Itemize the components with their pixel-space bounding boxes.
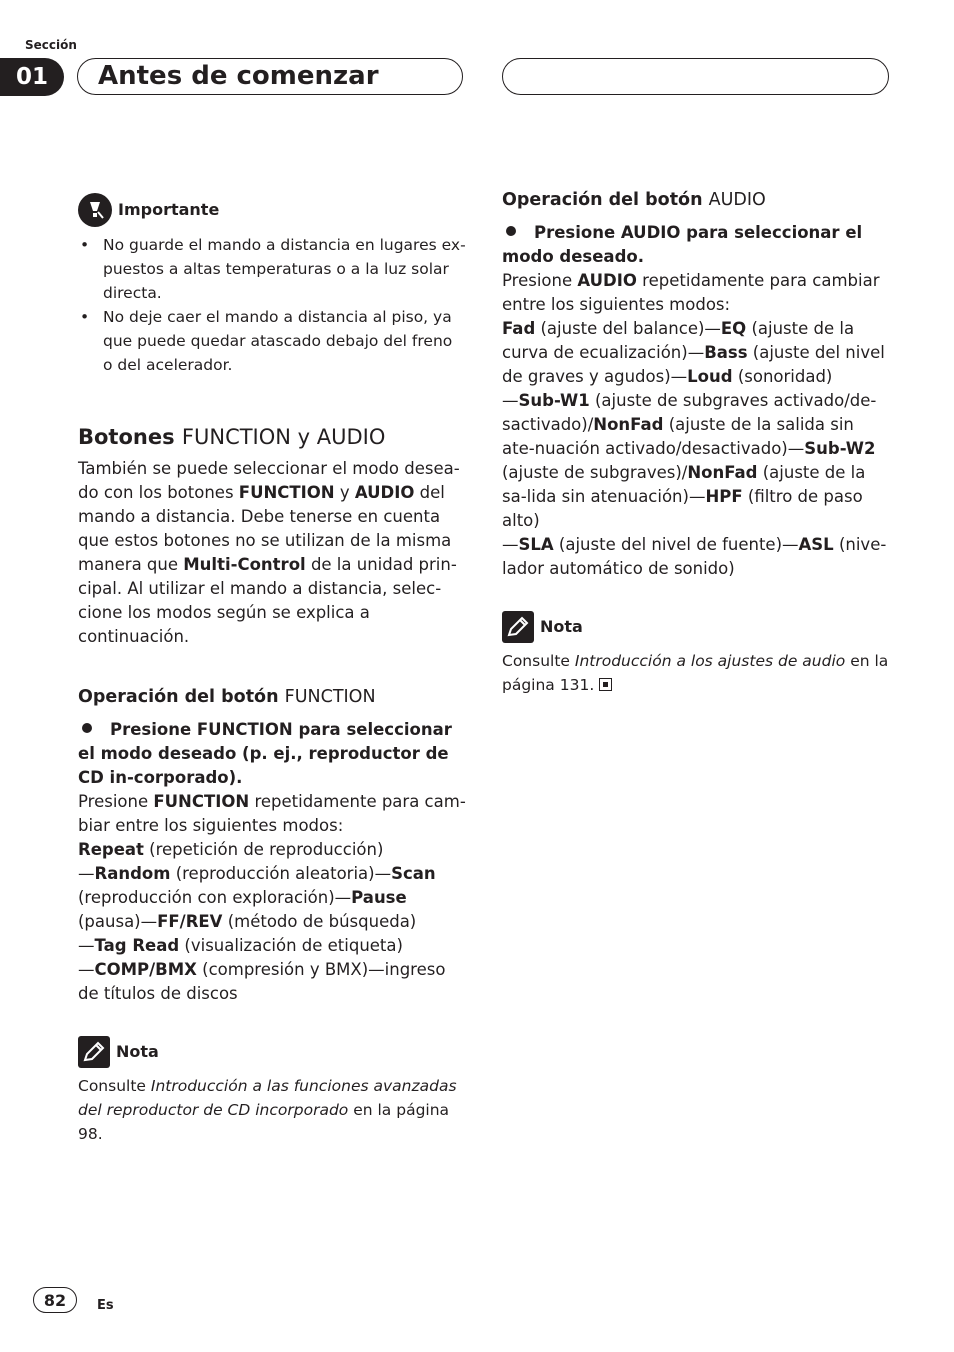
botones-heading: Botones FUNCTION y AUDIO: [78, 425, 386, 449]
language-code: Es: [97, 1298, 114, 1313]
pencil-note-icon: [78, 1036, 110, 1068]
left-column: [78, 193, 466, 1146]
bullet-icon: [506, 226, 516, 236]
importante-heading: [78, 193, 466, 227]
section-label: Sección: [25, 38, 77, 52]
bullet-icon: [82, 723, 92, 733]
right-column: [502, 188, 890, 697]
nota-text: Consulte Introducción a las funciones avanzadas del reproductor de CD incorporado en la página 98.: [78, 1077, 457, 1143]
botones-paragraph: También se puede seleccionar el modo desea-do con los botones FUNCTION y AUDIO del mando a distancia. Debe tenerse en cuenta que estos botones no se utilizan de la misma manera que Multi-Control de la unidad prin-cipal. Al utilizar el mando a distancia, selec-cione los modos según se explica a continuación.: [78, 459, 460, 646]
pencil-note-icon: [502, 611, 534, 643]
page-number: 82: [33, 1287, 77, 1313]
list-item: • No guarde el mando a distancia en lugares ex-puestos a altas temperaturas o a la luz solar directa.: [78, 233, 466, 305]
nota-text: Consulte Introducción a los ajustes de audio en la página 131.: [502, 652, 889, 694]
section-number: 01: [0, 58, 64, 96]
list-item: • No deje caer el mando a distancia al piso, ya que puede quedar atascado debajo del freno o del acelerador.: [78, 305, 466, 377]
nota-heading: [78, 1036, 466, 1068]
function-modes-paragraph: Presione FUNCTION repetidamente para cam-biar entre los siguientes modos: Repeat (repetición de reproducción) —Random (reproducción aleatoria)—Scan (reproducción con exploración)—Pause (pausa)—FF/REV (método de búsqueda) —Tag Read (visualización de etiqueta) —COMP/BMX (compresión y BMX)—ingreso de títulos de discos: [78, 792, 466, 1003]
warning-icon: [78, 193, 112, 227]
nota-label: Nota: [540, 617, 583, 636]
end-mark-icon: [599, 678, 612, 691]
audio-step: Presione AUDIO para seleccionar el modo deseado.: [502, 223, 863, 266]
function-op-heading: Operación del botón FUNCTION: [78, 687, 376, 707]
nota-heading: [502, 611, 890, 643]
header-empty-frame: [502, 58, 889, 95]
nota-label: Nota: [116, 1042, 159, 1061]
importante-list: [78, 233, 466, 377]
page-title: Antes de comenzar: [98, 61, 379, 91]
audio-op-heading: Operación del botón AUDIO: [502, 190, 766, 210]
importante-label: Importante: [118, 200, 220, 219]
function-step: Presione FUNCTION para seleccionar el modo deseado (p. ej., reproductor de CD in-corporado).: [78, 720, 452, 787]
audio-modes-paragraph: Presione AUDIO repetidamente para cambiar entre los siguientes modos: Fad (ajuste del balance)—EQ (ajuste de la curva de ecualización)—Bass (ajuste del nivel de graves y agudos)—Loud (sonoridad) —Sub-W1 (ajuste de subgraves activado/de-sactivado)/NonFad (ajuste de la salida sin ate-nuación activado/desactivado)—Sub-W2 (ajuste de subgraves)/NonFad (ajuste de la sa-lida sin atenuación)—HPF (filtro de paso alto) —SLA (ajuste del nivel de fuente)—ASL (nive-lador automático de sonido): [502, 271, 887, 578]
